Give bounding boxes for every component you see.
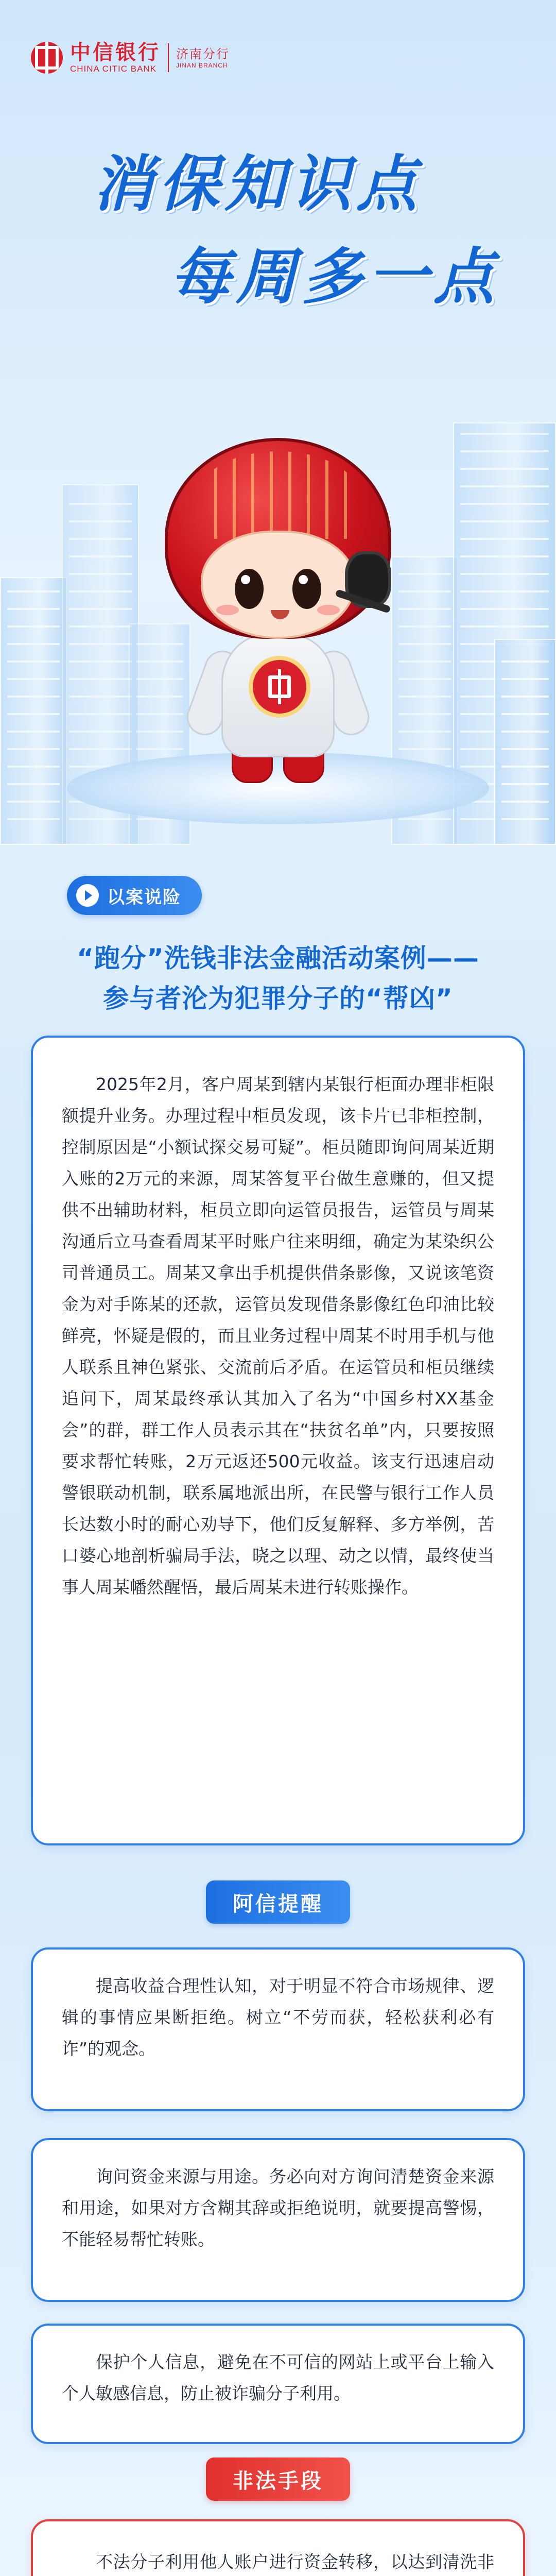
- mascot-illustration: [149, 428, 407, 788]
- hero-title-line2: 每周多一点: [170, 241, 500, 312]
- bank-name: [70, 41, 161, 74]
- case-tag: [67, 876, 202, 915]
- branch-name: [176, 46, 230, 69]
- mascot-mouth: [271, 610, 289, 619]
- mascot-eye: [292, 569, 321, 609]
- tip-card: [31, 2138, 525, 2302]
- mascot-face: [201, 531, 355, 639]
- hero-title-line1: 消保知识点: [93, 148, 423, 219]
- case-heading-line2: 参与者沦为犯罪分子的“帮凶”: [103, 984, 453, 1013]
- citic-logo-icon: [31, 42, 63, 74]
- mascot-cheek: [216, 605, 239, 615]
- building: [0, 577, 67, 845]
- tip-text: 保护个人信息，避免在不可信的网站上或平台上输入个人敏感信息，防止被诈骗分子利用。: [62, 2352, 494, 2403]
- bank-name-en: CHINA CITIC BANK: [70, 64, 157, 74]
- case-tag-label: 以案说险: [107, 887, 181, 908]
- mascot-body: [221, 634, 335, 757]
- branch-name-cn: 济南分行: [176, 47, 230, 61]
- case-card: [31, 1036, 525, 1845]
- mascot-eye: [235, 569, 264, 609]
- illegal-label: 非法手段: [206, 2458, 350, 2501]
- mascot-cheek: [317, 605, 340, 615]
- play-icon: [76, 884, 99, 907]
- bank-logo: [31, 41, 230, 74]
- illegal-text: 不法分子利用他人账户进行资金转移，以达到清洗非: [96, 2552, 494, 2572]
- tip-text: 询问资金来源与用途。务必向对方询问清楚资金来源和用途，如果对方含糊其辞或拒绝说明，就要提高警惕，不能轻易帮忙转账。: [62, 2166, 494, 2249]
- case-heading-line1: “跑分”洗钱非法金融活动案例——: [77, 943, 479, 973]
- illegal-card: [31, 2519, 525, 2576]
- tip-text: 提高收益合理性认知，对于明显不符合市场规律、逻辑的事情应果断拒绝。树立“不劳而获，轻松获利必有诈”的观念。: [62, 1976, 494, 2059]
- case-body: 2025年2月，客户周某到辖内某银行柜面办理非柜限额提升业务。办理过程中柜员发现，该卡片已非柜控制，控制原因是“小额试探交易可疑”。柜员随即询问周某近期入账的2万元的来源，周某答复平台做生意赚的，但又提供不出辅助材料，柜员立即向运管员报告，运管员与周某沟通后立马查看周某平时账户往来明细，确定为某染织公司普通员工。周某又拿出手机提供借条影像，又说该笔资金为对手陈某的还款，运管员发现借条影像红色印油比较鲜亮，怀疑是假的，而且业务过程中周某不时用手机与他人联系且神色紧张、交流前后矛盾。在运管员和柜员继续追问下，周某最终承认其加入了名为“中国乡村XX基金会”的群，群工作人员表示其在“扶贫名单”内，只要按照要求帮忙转账，2万元返还500元收益。该支行迅速启动警银联动机制，联系属地派出所，在民警与银行工作人员长达数小时的耐心劝导下，他们反复解释、多方举例，苦口婆心地剖析骗局手法，晓之以理、动之以情，最终使当事人周某幡然醒悟，最后周某未进行转账操作。: [62, 1074, 494, 1597]
- citic-badge-icon: [249, 656, 310, 718]
- tip-card: [31, 2324, 525, 2444]
- bank-name-cn: 中信银行: [70, 40, 161, 64]
- building: [494, 639, 556, 845]
- tips-label: 阿信提醒: [206, 1880, 350, 1924]
- tip-card: [31, 1947, 525, 2111]
- branch-name-en: JINAN BRANCH: [176, 62, 228, 69]
- logo-divider: [168, 43, 169, 72]
